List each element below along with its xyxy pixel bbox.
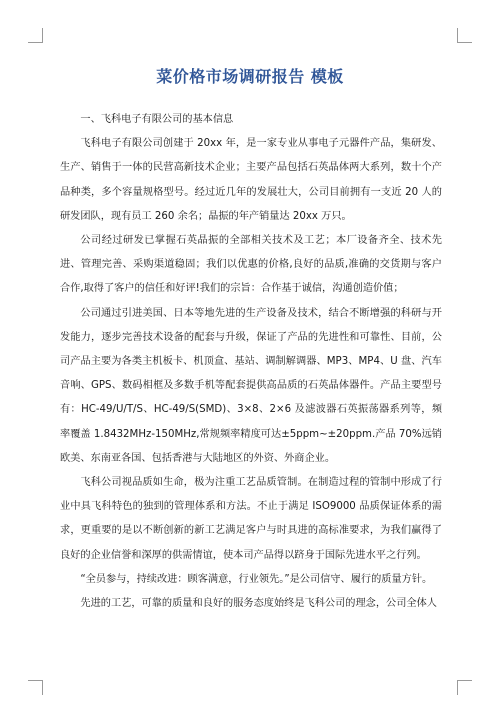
crop-mark-bottom-right	[457, 680, 472, 695]
section-heading: 一、飞科电子有限公司的基本信息	[80, 114, 234, 125]
paragraph-equipment-products: 公司通过引进美国、日本等地先进的生产设备及技术，结合不断增强的科研与开发能力，逐步完善技术设备的配套与升级，保证了产品的先进性和可靠性、目前，公司产品主要为各类主机板卡、机顶盒、基站、调制解调器、MP3、MP4、U 盘、汽车音响、GPS、数码相框及多数手机等配套提供高品质的石英晶体器件。产品主要型号有：HC-49/U/T/S、HC-49/S(SMD)、3×8、2×6 及滤波器石英振荡器系列等，频率覆盖 1.8432MHz-150MHz,常规频率精度可达±5ppm~±20ppm.产品 70%远销欧美、东南亚各国、包括香港与大陆地区的外资、外商企业。	[60, 307, 442, 464]
document-title: 菜价格市场调研报告 模板	[156, 67, 344, 86]
document-body	[60, 108, 442, 616]
crop-mark-bottom-left	[28, 680, 43, 695]
paragraph-quality: 飞科公司视品质如生命，极为注重工艺品质管制。在制造过程的管制中形成了行业中具飞科特色的独到的管理体系和方法。不止于满足 ISO9000 品质保证体系的需求，更重要的是以不断创新的新工艺满足客户与时具进的高标准要求，为我们赢得了良好的企业信誉和深厚的供需情谊，使本司产品得以跻身于国际先进水平之行列。	[60, 477, 442, 561]
crop-mark-top-right	[457, 28, 472, 43]
paragraph-philosophy: 先进的工艺，可靠的质量和良好的服务态度始终是飞科公司的理念，公司全体人	[80, 598, 437, 610]
paragraph-quality-policy: “全员参与，持续改进：顾客满意，行业领先。”是公司信守、履行的质量方针。	[80, 573, 433, 585]
paragraph-technology: 公司经过研发已掌握石英晶振的全部相关技术及工艺；本厂设备齐全、技术先进、管理完善、采购渠道稳固；我们以优惠的价格,良好的品质,准确的交货期与客户合作,取得了客户的信任和好评!我们的宗旨：合作基于诚信，沟通创造价值；	[60, 235, 442, 295]
crop-mark-top-left	[28, 28, 43, 43]
paragraph-company-intro: 飞科电子有限公司创建于 20xx 年，是一家专业从事电子元器件产品，集研发、生产、销售于一体的民营高新技术企业；主要产品包括石英晶体两大系列，数十个产品种类，多个容量规格型号。经过近几年的发展壮大，公司目前拥有一支近 20 人的研发团队，现有员工 260 余名；晶振的年产销量达 20xx 万只。	[60, 138, 442, 222]
